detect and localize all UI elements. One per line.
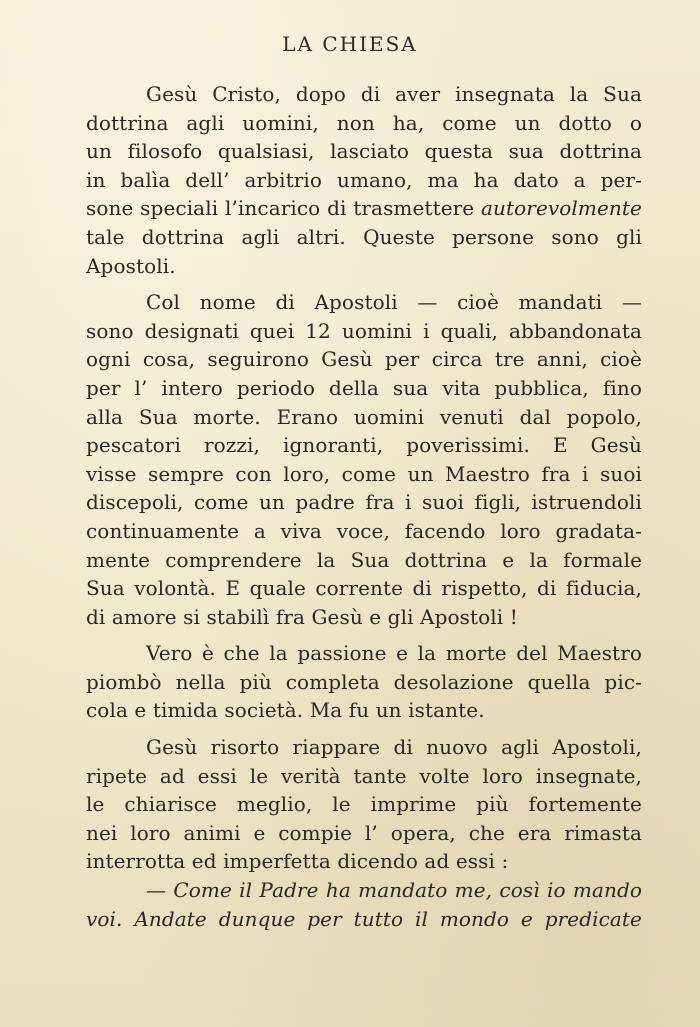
text-line: Gesù risorto riappare di nuovo agli Apostoli, [146,735,642,760]
text-line: dottrina agli uomini, non ha, come un dotto o [86,110,642,135]
text-line: le chiarisce meglio, le imprime più fortemente [86,792,642,817]
text-line: pescatori rozzi, ignoranti, poverissimi. E Gesù [86,433,642,458]
text-line: Col nome di Apostoli — cioè mandati — [146,290,642,315]
text-line [86,194,642,223]
text-line: piombò nella più completa desolazione quella pic- [86,669,642,694]
page-title: LA CHIESA [282,32,418,56]
text-line: nei loro animi e compie l’ opera, che era rimasta [86,820,642,845]
text-line: mente comprendere la Sua dottrina e la formale [86,547,642,572]
text-line: cola e timida società. Ma fu un istante. [86,698,485,723]
text-line: Sua volontà. E quale corrente di rispetto, di fiducia, [86,576,642,601]
text-line: di amore si stabilì fra Gesù e gli Apostoli ! [86,604,518,629]
text-line: Vero è che la passione e la morte del Maestro [146,641,642,666]
quote-line: voi. Andate dunque per tutto il mondo e predicate [86,906,642,931]
text-line: discepoli, come un padre fra i suoi figli, istruendoli [86,490,642,515]
text-line: Apostoli. [86,253,176,278]
text-line: ogni cosa, seguirono Gesù per circa tre anni, cioè [86,347,642,372]
text-line: continuamente a viva voce, facendo loro gradata- [86,518,642,543]
text-line: in balìa dell’ arbitrio umano, ma ha dato a per- [86,167,642,192]
text-fragment: sone speciali l’incarico di trasmettere [86,196,475,221]
text-line: sono designati quei 12 uomini i quali, abbandonata [86,318,642,343]
text-line: per l’ intero periodo della sua vita pubblica, fino [86,375,642,400]
quote-line: — Come il Padre ha mandato me, così io mando [146,878,642,903]
text-line: un filosofo qualsiasi, lasciato questa sua dottrina [86,139,642,164]
text-line: ripete ad essi le verità tante volte loro insegnate, [86,763,642,788]
body-text [86,80,642,933]
emphasis-word: autorevolmente [481,196,642,221]
text-line: Gesù Cristo, dopo di aver insegnata la Sua [146,82,642,106]
text-line: visse sempre con loro, come un Maestro fra i suoi [86,461,642,486]
text-line: interrotta ed imperfetta dicendo ad essi : [86,849,509,874]
text-line: alla Sua morte. Erano uomini venuti dal popolo, [86,404,642,429]
text-line: tale dottrina agli altri. Queste persone sono gli [86,224,642,249]
